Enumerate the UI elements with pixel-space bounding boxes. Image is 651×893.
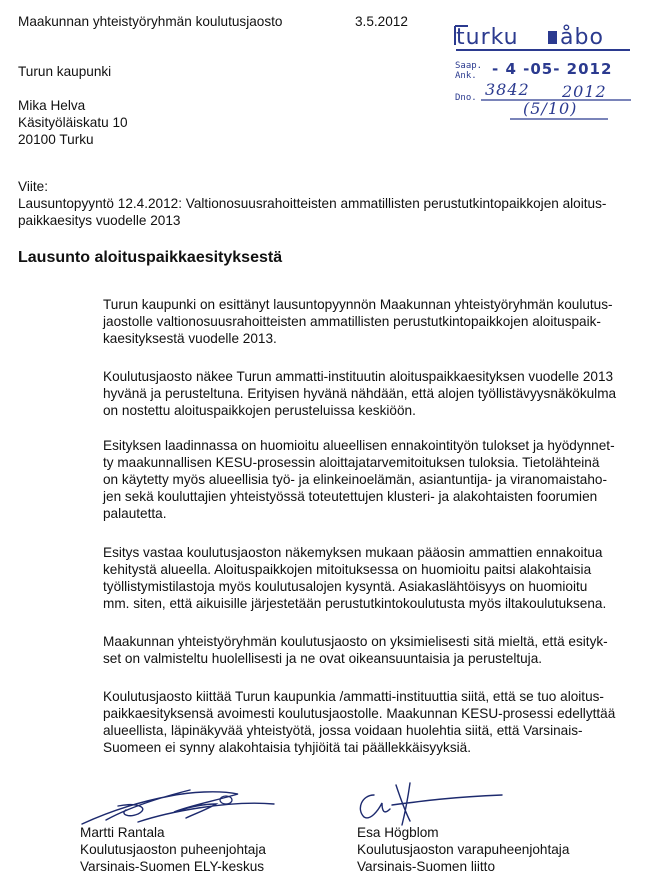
recipient-organization bbox=[18, 63, 111, 80]
reference-line: paikkaesitys vuodelle 2013 bbox=[18, 213, 181, 228]
reference-block bbox=[18, 178, 606, 229]
handwritten-signature-rantala bbox=[78, 782, 278, 830]
recipient-line: Käsityöläiskatu 10 bbox=[18, 115, 128, 130]
stamp-underline-2 bbox=[510, 117, 610, 121]
paragraph-line: Maakunnan yhteistyöryhmän koulutusjaosto on yksimielisesti sitä mieltä, että esityk- bbox=[103, 634, 608, 649]
paragraph-line: hyvänä ja perusteltuna. Erityisen hyvänä nähdään, että alojen työllistävyysnäkökulma bbox=[103, 386, 617, 401]
paragraph-line: jen sekä kouluttajien yhteistyössä toteutettujen klusteri- ja alakohtaisten foorumien bbox=[103, 489, 598, 504]
signatory-name: Martti Rantala bbox=[80, 825, 165, 840]
reference-line: Lausuntopyyntö 12.4.2012: Valtionosuusrahoitteisten ammatillisten perustutkintopaikkojen aloitus- bbox=[18, 196, 607, 211]
stamp-received-date: - 4 -05- 2012 bbox=[492, 60, 613, 78]
turku-abo-logo-stamp bbox=[452, 22, 634, 56]
stamp-dno-code: (5/10) bbox=[523, 99, 578, 118]
paragraph-line: paikkaesityksensä avoimesti koulutusjaostolle. Maakunnan KESU-prosessi edellyttää bbox=[103, 706, 616, 721]
recipient-line: Turun kaupunki bbox=[18, 64, 112, 79]
body-paragraph bbox=[103, 437, 615, 522]
paragraph-line: jaostolle valtionosuusrahoitteisten ammatillisten perustutkintopaikkojen aloituspaik- bbox=[103, 314, 601, 329]
signatory-title: Koulutusjaoston varapuheenjohtaja bbox=[357, 842, 570, 857]
paragraph-line: Koulutusjaosto näkee Turun ammatti-instituutin aloituspaikkaesityksen vuodelle 2013 bbox=[103, 369, 614, 384]
stamp-dno-number: 3842 bbox=[485, 80, 530, 99]
paragraph-line: Suomeen ei synny alakohtaisia tyhjiöitä tai päällekkäisyyksiä. bbox=[103, 740, 471, 755]
body-paragraph bbox=[103, 633, 608, 667]
paragraph-line: Turun kaupunki on esittänyt lausuntopyynnön Maakunnan yhteistyöryhmän koulutus- bbox=[103, 297, 613, 312]
paragraph-line: työllistymistilastoja myös koulutusalojen kysyntä. Asiakaslähtöisyys on huomioitu bbox=[103, 579, 588, 594]
body-paragraph bbox=[103, 688, 615, 756]
paragraph-line: alueellista, läpinäkyvää yhteistyötä, jossa voidaan huolehtia siitä, että Varsinais- bbox=[103, 723, 583, 738]
paragraph-line: ty maakunnallisen KESU-prosessin aloittajatarvemitoituksen tuloksia. Tietolähteinä bbox=[103, 455, 600, 470]
paragraph-line: palautetta. bbox=[103, 506, 167, 521]
registry-stamp bbox=[455, 58, 635, 120]
paragraph-line: Esityksen laadinnassa on huomioitu alueellisen ennakointityön tulokset ja hyödynnet- bbox=[103, 438, 615, 453]
signatory-name: Esa Högblom bbox=[357, 825, 439, 840]
reference-line: Viite: bbox=[18, 179, 48, 194]
stamp-dno-year: 2012 bbox=[562, 82, 607, 101]
stamp-label-ank: Ank. bbox=[455, 71, 477, 81]
signature-block bbox=[357, 824, 569, 875]
paragraph-line: mm. siten, että aikuisille järjestetään perustutkintokoulutusta myös iltakoulutuksena. bbox=[103, 596, 607, 611]
letter-date: 3.5.2012 bbox=[355, 14, 408, 29]
signature-block bbox=[80, 824, 266, 875]
body-paragraph bbox=[103, 368, 616, 419]
stamp-label-saap: Saap. bbox=[455, 61, 483, 71]
recipient-line: Mika Helva bbox=[18, 98, 86, 113]
svg-text:åbo: åbo bbox=[560, 25, 604, 50]
stamp-label-dno: Dno. bbox=[455, 93, 477, 103]
signatory-title: Koulutusjaoston puheenjohtaja bbox=[80, 842, 266, 857]
signatory-organization: Varsinais-Suomen liitto bbox=[357, 859, 496, 874]
paragraph-line: Esitys vastaa koulutusjaoston näkemyksen mukaan pääosin ammattien ennakoitua bbox=[103, 545, 603, 560]
paragraph-line: kaesityksestä vuodelle 2013. bbox=[103, 331, 277, 346]
signatory-organization: Varsinais-Suomen ELY-keskus bbox=[80, 859, 265, 874]
paragraph-line: set on valmisteltu huolellisesti ja ne ovat oikeansuuntaisia ja perusteltuja. bbox=[103, 651, 543, 666]
handwritten-signature-hogblom bbox=[352, 775, 512, 831]
recipient-line: 20100 Turku bbox=[18, 132, 94, 147]
sender-line: Maakunnan yhteistyöryhmän koulutusjaosto bbox=[18, 14, 283, 29]
body-paragraph bbox=[103, 296, 613, 347]
paragraph-line: on käytetty myös alueellisia työ- ja elinkeinoelämän, asiantuntija- ja viranomaistaho- bbox=[103, 472, 607, 487]
paragraph-line: kehitystä alueella. Aloituspaikkojen mitoituksessa on huomioitu paitsi alakohtaisia bbox=[103, 562, 592, 577]
paragraph-line: on nostettu aloituspaikkojen perusteluissa keskiöön. bbox=[103, 403, 416, 418]
body-paragraph bbox=[103, 544, 606, 612]
paragraph-line: Koulutusjaosto kiittää Turun kaupunkia /ammatti-instituuttia siitä, että se tuo aloitus- bbox=[103, 689, 604, 704]
recipient-address bbox=[18, 97, 128, 148]
letter-heading: Lausunto aloituspaikkaesityksestä bbox=[18, 249, 283, 266]
svg-text:turku: turku bbox=[456, 25, 519, 50]
